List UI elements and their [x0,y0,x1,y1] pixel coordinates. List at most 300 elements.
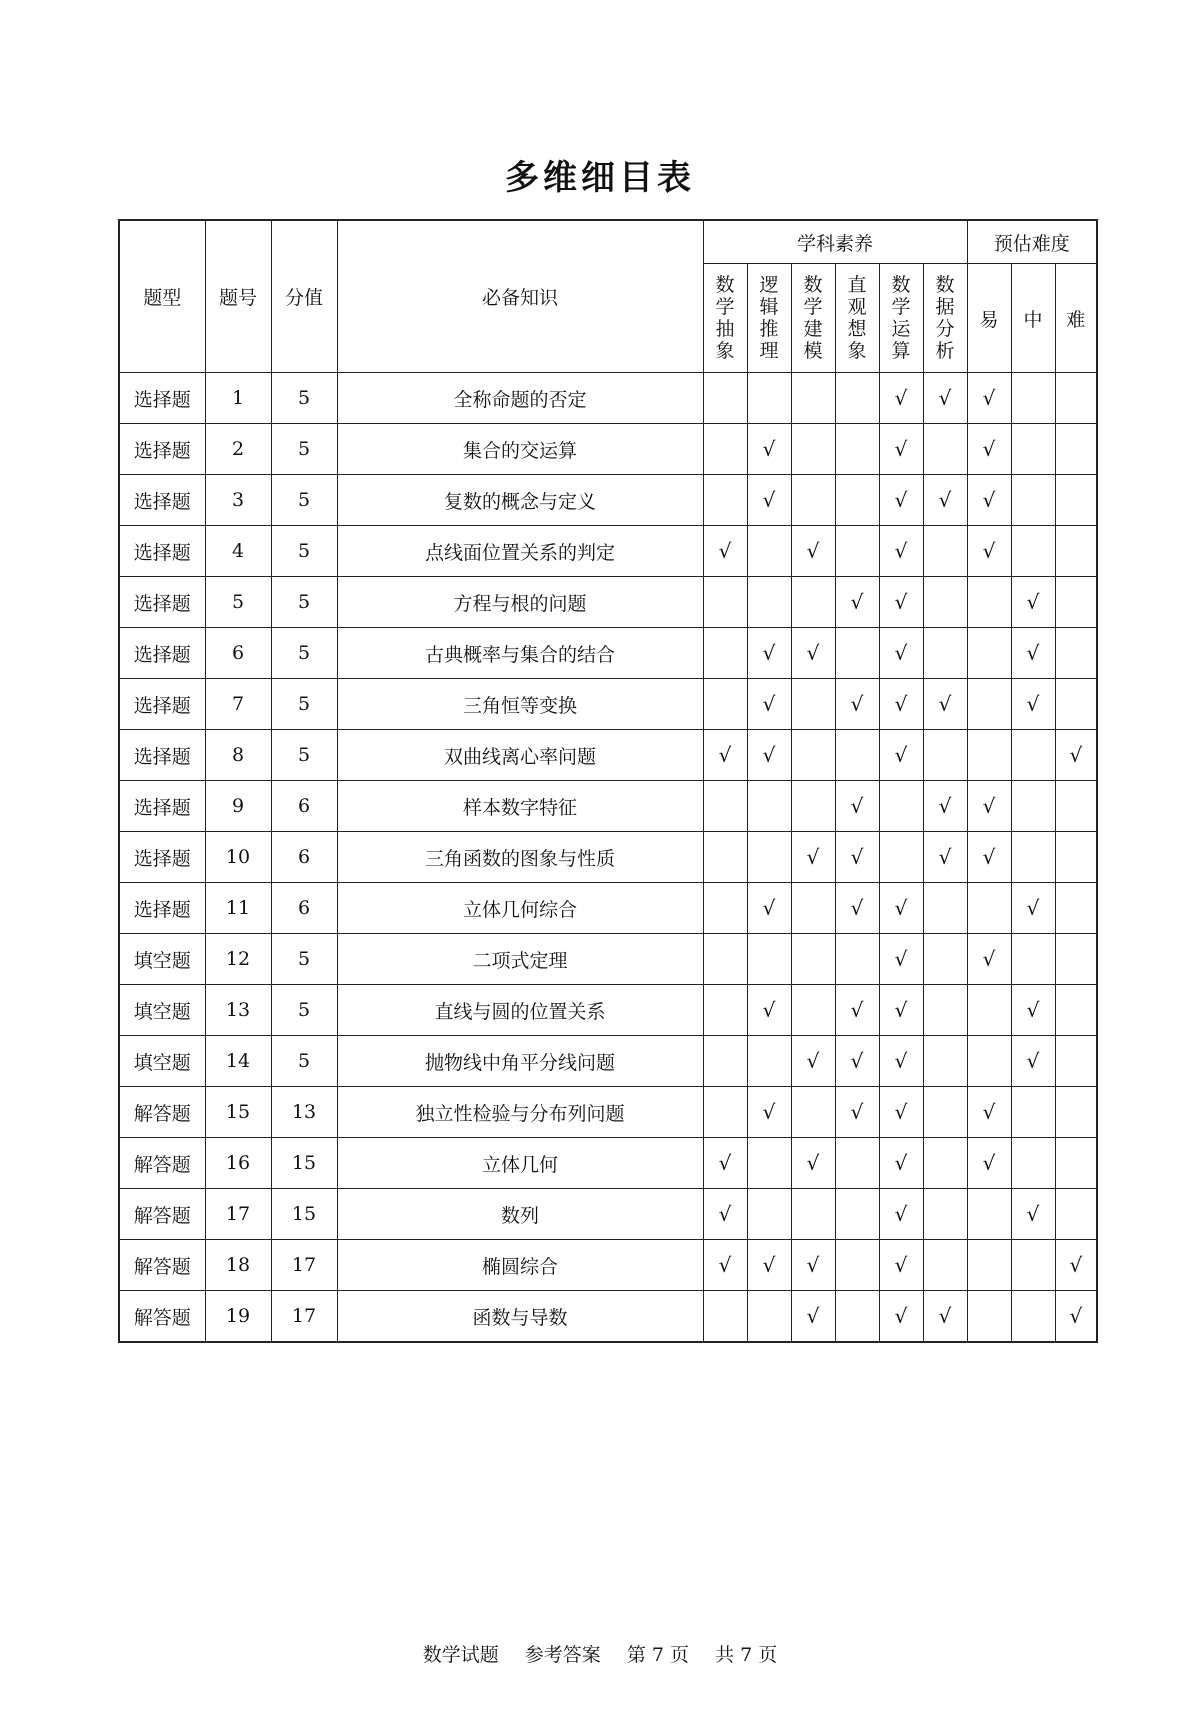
cell-literacy-5 [923,832,967,883]
cell-literacy-1 [747,781,791,832]
cell-literacy-5 [923,730,967,781]
cell-literacy-1 [747,526,791,577]
cell-literacy-2 [791,628,835,679]
check-mark: √ [1026,641,1040,665]
cell-type: 填空题 [119,934,205,985]
check-mark: √ [938,692,952,716]
cell-difficulty-1 [1011,628,1055,679]
cell-literacy-3 [835,832,879,883]
check-mark: √ [762,896,776,920]
cell-literacy-5 [923,934,967,985]
cell-difficulty-2 [1055,526,1097,577]
check-mark: √ [894,488,908,512]
table-row [119,730,1097,781]
cell-literacy-0 [703,781,747,832]
table-row [119,1036,1097,1087]
cell-type: 选择题 [119,832,205,883]
check-mark: √ [982,488,996,512]
cell-difficulty-0 [967,1240,1011,1291]
footer-total: 共 7 页 [715,1644,778,1666]
check-mark: √ [1026,1049,1040,1073]
cell-literacy-1 [747,1240,791,1291]
cell-knowledge: 二项式定理 [337,934,703,985]
table-row [119,475,1097,526]
cell-literacy-1 [747,985,791,1036]
cell-literacy-4 [879,934,923,985]
cell-difficulty-1 [1011,730,1055,781]
cell-knowledge: 立体几何综合 [337,883,703,934]
detail-table [118,219,1098,1343]
cell-literacy-5 [923,424,967,475]
check-mark: √ [718,1151,732,1175]
cell-literacy-2 [791,577,835,628]
cell-difficulty-0 [967,985,1011,1036]
cell-score: 5 [271,679,337,730]
cell-knowledge: 复数的概念与定义 [337,475,703,526]
cell-knowledge: 点线面位置关系的判定 [337,526,703,577]
check-mark: √ [850,896,864,920]
check-mark: √ [894,692,908,716]
cell-literacy-0 [703,985,747,1036]
table-row [119,781,1097,832]
cell-literacy-4 [879,475,923,526]
cell-literacy-2 [791,424,835,475]
cell-knowledge: 全称命题的否定 [337,373,703,424]
cell-knowledge: 椭圆综合 [337,1240,703,1291]
cell-literacy-3 [835,934,879,985]
cell-difficulty-1 [1011,526,1055,577]
cell-literacy-1 [747,424,791,475]
cell-literacy-1 [747,832,791,883]
cell-difficulty-0 [967,781,1011,832]
cell-difficulty-0 [967,373,1011,424]
cell-literacy-3 [835,1291,879,1343]
cell-literacy-5 [923,1138,967,1189]
footer-page: 第 7 页 [626,1644,690,1666]
footer-answer: 参考答案 [524,1644,601,1666]
header-knowledge: 必备知识 [337,220,703,373]
cell-score: 5 [271,1036,337,1087]
page-title: 多维细目表 [505,158,695,198]
cell-difficulty-1 [1011,475,1055,526]
cell-literacy-2 [791,781,835,832]
cell-type: 选择题 [119,577,205,628]
cell-literacy-1 [747,1036,791,1087]
cell-difficulty-2 [1055,1087,1097,1138]
check-mark: √ [894,386,908,410]
header-literacy-label: 数据分析 [935,274,955,362]
cell-literacy-5 [923,985,967,1036]
header-difficulty-0: 易 [967,264,1011,373]
cell-difficulty-2 [1055,985,1097,1036]
check-mark: √ [806,539,820,563]
cell-literacy-5 [923,628,967,679]
cell-literacy-1 [747,1087,791,1138]
header-literacy-group: 学科素养 [703,220,967,264]
check-mark: √ [982,437,996,461]
cell-literacy-3 [835,1138,879,1189]
cell-score: 15 [271,1189,337,1240]
cell-literacy-0 [703,1087,747,1138]
check-mark: √ [1026,590,1040,614]
cell-difficulty-1 [1011,1291,1055,1343]
check-mark: √ [806,845,820,869]
cell-difficulty-2 [1055,1240,1097,1291]
cell-literacy-3 [835,628,879,679]
cell-literacy-2 [791,934,835,985]
cell-difficulty-1 [1011,1087,1055,1138]
cell-literacy-2 [791,1291,835,1343]
cell-knowledge: 样本数字特征 [337,781,703,832]
cell-type: 选择题 [119,730,205,781]
cell-literacy-3 [835,1189,879,1240]
cell-score: 6 [271,781,337,832]
cell-type: 选择题 [119,424,205,475]
table-row [119,679,1097,730]
cell-difficulty-0 [967,679,1011,730]
table-row [119,934,1097,985]
cell-literacy-5 [923,526,967,577]
check-mark: √ [850,590,864,614]
cell-literacy-4 [879,628,923,679]
cell-literacy-4 [879,679,923,730]
cell-literacy-1 [747,1189,791,1240]
cell-difficulty-2 [1055,628,1097,679]
cell-literacy-3 [835,730,879,781]
check-mark: √ [894,998,908,1022]
cell-knowledge: 抛物线中角平分线问题 [337,1036,703,1087]
cell-number: 14 [205,1036,271,1087]
cell-literacy-2 [791,1138,835,1189]
cell-score: 17 [271,1291,337,1343]
cell-knowledge: 古典概率与集合的结合 [337,628,703,679]
cell-literacy-2 [791,883,835,934]
cell-literacy-0 [703,1036,747,1087]
cell-difficulty-1 [1011,577,1055,628]
cell-number: 3 [205,475,271,526]
cell-number: 6 [205,628,271,679]
check-mark: √ [1069,1304,1083,1328]
cell-literacy-2 [791,1036,835,1087]
check-mark: √ [850,1100,864,1124]
cell-literacy-0 [703,1291,747,1343]
cell-difficulty-1 [1011,1189,1055,1240]
cell-difficulty-1 [1011,1036,1055,1087]
cell-difficulty-0 [967,475,1011,526]
check-mark: √ [762,743,776,767]
check-mark: √ [894,539,908,563]
cell-difficulty-0 [967,628,1011,679]
cell-difficulty-0 [967,1138,1011,1189]
cell-difficulty-2 [1055,730,1097,781]
table-row [119,1138,1097,1189]
cell-number: 1 [205,373,271,424]
header-literacy-label: 直观想象 [847,274,867,362]
table-row [119,1189,1097,1240]
cell-knowledge: 独立性检验与分布列问题 [337,1087,703,1138]
cell-literacy-2 [791,1189,835,1240]
cell-literacy-3 [835,781,879,832]
cell-literacy-1 [747,1138,791,1189]
cell-type: 解答题 [119,1087,205,1138]
cell-score: 5 [271,985,337,1036]
cell-difficulty-2 [1055,1138,1097,1189]
cell-score: 5 [271,934,337,985]
cell-literacy-1 [747,883,791,934]
check-mark: √ [938,1304,952,1328]
cell-difficulty-0 [967,577,1011,628]
cell-difficulty-0 [967,730,1011,781]
check-mark: √ [938,794,952,818]
cell-score: 17 [271,1240,337,1291]
cell-knowledge: 函数与导数 [337,1291,703,1343]
cell-score: 5 [271,424,337,475]
check-mark: √ [1069,1253,1083,1277]
table-row [119,832,1097,883]
check-mark: √ [1026,692,1040,716]
check-mark: √ [982,845,996,869]
cell-literacy-0 [703,1138,747,1189]
check-mark: √ [982,947,996,971]
cell-difficulty-2 [1055,424,1097,475]
cell-number: 7 [205,679,271,730]
header-literacy-label: 数学建模 [803,274,823,362]
cell-difficulty-0 [967,424,1011,475]
cell-difficulty-2 [1055,832,1097,883]
cell-literacy-0 [703,1240,747,1291]
table-row [119,424,1097,475]
header-number: 题号 [205,220,271,373]
cell-literacy-2 [791,679,835,730]
cell-literacy-2 [791,1087,835,1138]
cell-literacy-0 [703,1189,747,1240]
cell-difficulty-0 [967,1036,1011,1087]
cell-literacy-1 [747,1291,791,1343]
cell-literacy-4 [879,1291,923,1343]
cell-number: 2 [205,424,271,475]
cell-literacy-4 [879,1189,923,1240]
cell-number: 4 [205,526,271,577]
cell-literacy-0 [703,679,747,730]
check-mark: √ [894,1049,908,1073]
cell-literacy-5 [923,883,967,934]
cell-score: 5 [271,577,337,628]
header-type: 题型 [119,220,205,373]
cell-difficulty-1 [1011,985,1055,1036]
check-mark: √ [938,386,952,410]
check-mark: √ [762,641,776,665]
cell-literacy-4 [879,730,923,781]
check-mark: √ [894,1253,908,1277]
cell-literacy-4 [879,1036,923,1087]
table-row [119,373,1097,424]
cell-literacy-2 [791,1240,835,1291]
check-mark: √ [806,1049,820,1073]
cell-literacy-2 [791,832,835,883]
check-mark: √ [850,845,864,869]
check-mark: √ [718,1202,732,1226]
cell-knowledge: 集合的交运算 [337,424,703,475]
footer-subject: 数学试题 [422,1644,499,1666]
check-mark: √ [894,743,908,767]
cell-literacy-1 [747,679,791,730]
cell-literacy-0 [703,832,747,883]
check-mark: √ [894,896,908,920]
cell-difficulty-2 [1055,1291,1097,1343]
header-literacy-0 [703,264,747,373]
header-literacy-label: 逻辑推理 [759,274,779,362]
cell-number: 16 [205,1138,271,1189]
table-row [119,1087,1097,1138]
table-row [119,883,1097,934]
cell-literacy-0 [703,883,747,934]
header-literacy-3 [835,264,879,373]
cell-difficulty-2 [1055,883,1097,934]
header-difficulty-1: 中 [1011,264,1055,373]
cell-number: 18 [205,1240,271,1291]
check-mark: √ [1026,896,1040,920]
cell-number: 5 [205,577,271,628]
cell-literacy-5 [923,1189,967,1240]
cell-literacy-3 [835,1087,879,1138]
cell-number: 19 [205,1291,271,1343]
cell-literacy-3 [835,1240,879,1291]
cell-score: 15 [271,1138,337,1189]
cell-difficulty-2 [1055,577,1097,628]
header-literacy-4 [879,264,923,373]
cell-difficulty-2 [1055,475,1097,526]
cell-literacy-3 [835,526,879,577]
cell-literacy-5 [923,1291,967,1343]
cell-literacy-2 [791,526,835,577]
cell-difficulty-1 [1011,424,1055,475]
cell-literacy-5 [923,475,967,526]
header-literacy-label: 数学抽象 [715,274,735,362]
cell-type: 填空题 [119,1036,205,1087]
cell-knowledge: 数列 [337,1189,703,1240]
cell-difficulty-2 [1055,1189,1097,1240]
header-literacy-2 [791,264,835,373]
cell-difficulty-0 [967,1291,1011,1343]
cell-literacy-5 [923,577,967,628]
table-row [119,1240,1097,1291]
cell-score: 6 [271,832,337,883]
page-footer [0,1640,1200,1667]
header-difficulty-2: 难 [1055,264,1097,373]
cell-literacy-0 [703,373,747,424]
cell-type: 解答题 [119,1189,205,1240]
check-mark: √ [894,1151,908,1175]
cell-literacy-3 [835,1036,879,1087]
cell-number: 15 [205,1087,271,1138]
cell-literacy-4 [879,883,923,934]
header-difficulty-group: 预估难度 [967,220,1097,264]
cell-literacy-4 [879,373,923,424]
check-mark: √ [718,1253,732,1277]
cell-literacy-0 [703,628,747,679]
check-mark: √ [894,590,908,614]
cell-type: 选择题 [119,679,205,730]
check-mark: √ [850,794,864,818]
check-mark: √ [894,641,908,665]
cell-score: 5 [271,628,337,679]
cell-difficulty-1 [1011,883,1055,934]
cell-literacy-4 [879,1138,923,1189]
cell-literacy-1 [747,577,791,628]
cell-difficulty-0 [967,526,1011,577]
cell-number: 17 [205,1189,271,1240]
cell-number: 9 [205,781,271,832]
cell-difficulty-0 [967,1087,1011,1138]
check-mark: √ [762,1253,776,1277]
cell-literacy-2 [791,475,835,526]
cell-knowledge: 三角函数的图象与性质 [337,832,703,883]
check-mark: √ [982,1151,996,1175]
check-mark: √ [718,539,732,563]
cell-literacy-4 [879,526,923,577]
cell-knowledge: 立体几何 [337,1138,703,1189]
cell-literacy-4 [879,577,923,628]
cell-difficulty-0 [967,832,1011,883]
cell-difficulty-1 [1011,679,1055,730]
check-mark: √ [762,998,776,1022]
check-mark: √ [850,998,864,1022]
cell-difficulty-0 [967,883,1011,934]
cell-difficulty-1 [1011,1240,1055,1291]
cell-number: 10 [205,832,271,883]
cell-number: 8 [205,730,271,781]
cell-literacy-5 [923,781,967,832]
cell-score: 5 [271,730,337,781]
check-mark: √ [894,1100,908,1124]
cell-number: 11 [205,883,271,934]
check-mark: √ [806,1151,820,1175]
check-mark: √ [762,437,776,461]
check-mark: √ [982,794,996,818]
cell-difficulty-0 [967,934,1011,985]
cell-score: 6 [271,883,337,934]
cell-literacy-5 [923,1087,967,1138]
cell-type: 选择题 [119,373,205,424]
cell-type: 解答题 [119,1138,205,1189]
cell-number: 12 [205,934,271,985]
cell-difficulty-1 [1011,832,1055,883]
cell-difficulty-1 [1011,934,1055,985]
check-mark: √ [982,386,996,410]
cell-literacy-2 [791,985,835,1036]
cell-literacy-3 [835,475,879,526]
cell-literacy-5 [923,1240,967,1291]
header-score: 分值 [271,220,337,373]
cell-literacy-3 [835,577,879,628]
cell-literacy-0 [703,934,747,985]
cell-literacy-4 [879,1240,923,1291]
cell-difficulty-2 [1055,934,1097,985]
cell-literacy-4 [879,424,923,475]
check-mark: √ [938,845,952,869]
cell-literacy-0 [703,475,747,526]
cell-difficulty-2 [1055,679,1097,730]
check-mark: √ [894,1202,908,1226]
table-row [119,526,1097,577]
cell-literacy-4 [879,832,923,883]
cell-difficulty-0 [967,1189,1011,1240]
check-mark: √ [762,1100,776,1124]
cell-knowledge: 直线与圆的位置关系 [337,985,703,1036]
cell-type: 选择题 [119,526,205,577]
check-mark: √ [762,488,776,512]
check-mark: √ [718,743,732,767]
